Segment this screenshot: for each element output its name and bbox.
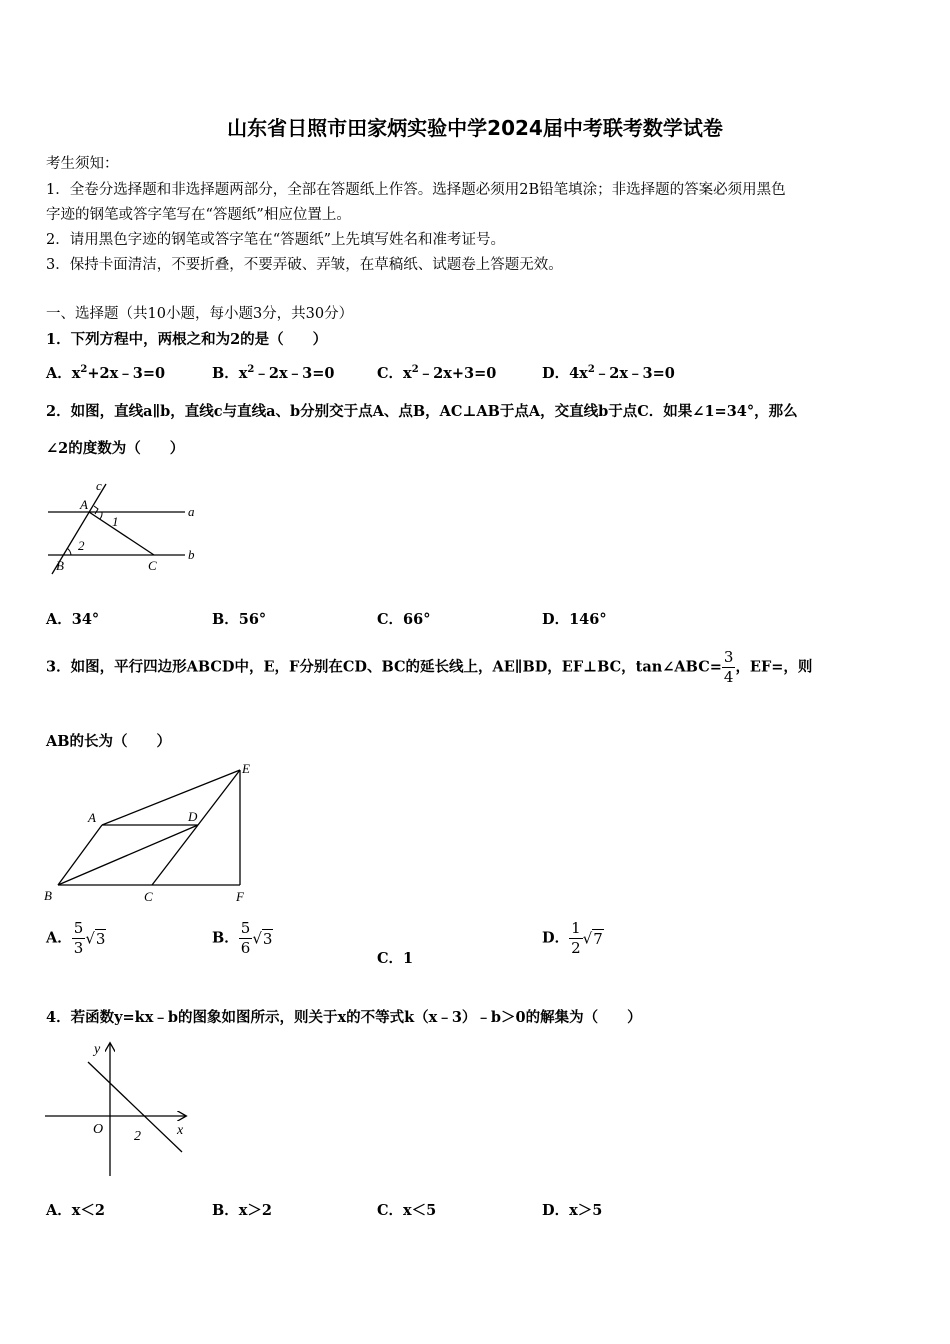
- numerator: 5: [240, 919, 251, 937]
- sqrt: [252, 929, 273, 948]
- q4-option-b: B．x＞2: [212, 1202, 272, 1219]
- option-label: C．: [377, 365, 404, 382]
- exam-title: 山东省日照市田家炳实验中学2024届中考联考数学试卷: [227, 116, 723, 140]
- q1-option-d: [542, 362, 675, 383]
- denominator: 2: [571, 939, 581, 957]
- label-C: C: [144, 889, 153, 904]
- angle-2-arc: [67, 548, 71, 555]
- sqrt-sign: √: [252, 929, 262, 948]
- exponent: 2: [80, 364, 88, 376]
- label-x: x: [177, 1123, 184, 1138]
- angle-1-arc: [100, 512, 102, 519]
- q1-option-c: [377, 362, 496, 383]
- option-expr-rest: ﹣2x+3=0: [418, 365, 497, 382]
- option-expr: 4x: [569, 365, 588, 382]
- numerator: 5: [73, 919, 84, 937]
- label-E: E: [242, 761, 250, 776]
- q3-stem-text: 3．如图，平行四边形ABCD中，E，F分别在CD、BC的延长线上，AE∥BD，EF⊥BC，tan∠ABC=: [46, 658, 722, 676]
- q3-figure: [40, 758, 265, 908]
- q1-stem: 1．下列方程中，两根之和为2的是（ ）: [46, 331, 328, 348]
- notice-line-1: 1．全卷分选择题和非选择题两部分，全部在答题纸上作答。选择题必须用2B铅笔填涂；非选择题的答案必须用黑色: [46, 182, 786, 198]
- radicand: 3: [95, 929, 106, 948]
- q2-option-a: A．34°: [46, 611, 100, 628]
- q1-option-a: [46, 362, 165, 383]
- q2-stem-line-1: 2．如图，直线a∥b，直线c与直线a、b分别交于点A、点B，AC⊥AB于点A，交直线b于点C．如果∠1=34°，那么: [46, 403, 798, 420]
- label-angle-1: 1: [112, 514, 119, 529]
- notice-line-2: 2．请用黑色字迹的钢笔或答字笔在“答题纸”上先填写姓名和准考证号。: [46, 232, 506, 248]
- denominator: 6: [240, 939, 251, 957]
- q2-option-d: D．146°: [542, 611, 607, 628]
- label-A: A: [88, 810, 96, 825]
- option-expr-rest: +2x﹣3=0: [87, 365, 166, 382]
- q3-option-b: [212, 921, 273, 956]
- segment-dc: [152, 825, 198, 885]
- label-A: A: [80, 497, 88, 512]
- option-expr: x: [238, 365, 248, 382]
- option-label: A．: [46, 365, 72, 382]
- segment-bd: [58, 825, 198, 885]
- fraction: [239, 921, 253, 956]
- option-label: D．: [542, 929, 570, 947]
- exponent: 2: [587, 364, 595, 376]
- label-F: F: [236, 889, 244, 904]
- label-B: B: [56, 558, 64, 573]
- q4-figure: [40, 1036, 200, 1181]
- sqrt-sign: √: [582, 929, 593, 948]
- denominator: 3: [73, 939, 84, 957]
- option-expr: x: [71, 365, 81, 382]
- option-label: B．: [212, 929, 239, 947]
- notice-heading: 考生须知：: [46, 156, 119, 172]
- fraction: [72, 921, 86, 956]
- fraction: [569, 921, 583, 956]
- label-a: a: [188, 504, 195, 519]
- q2-stem-line-2: ∠2的度数为（ ）: [46, 440, 185, 457]
- label-c: c: [96, 478, 102, 493]
- radicand: 3: [262, 929, 273, 948]
- q3-option-d: [542, 921, 604, 956]
- option-expr-rest: ﹣2x﹣3=0: [594, 365, 675, 382]
- notice-line-3: 3．保持卡面清洁，不要折叠，不要弄破、弄皱，在草稿纸、试题卷上答题无效。: [46, 257, 563, 273]
- sqrt-sign: √: [85, 929, 95, 948]
- label-y: y: [94, 1042, 101, 1057]
- q3-stem-line-2: AB的长为（ ）: [46, 733, 172, 750]
- option-label: B．: [212, 365, 239, 382]
- segment-ac: [89, 512, 154, 555]
- label-x-intercept: 2: [134, 1129, 141, 1144]
- right-angle-mark: [94, 506, 98, 514]
- q2-option-b: B．56°: [212, 611, 267, 628]
- exponent: 2: [247, 364, 255, 376]
- sqrt: [85, 929, 106, 948]
- q3-option-a: [46, 921, 106, 956]
- q4-option-d: D．x＞5: [542, 1202, 603, 1219]
- sqrt: [583, 929, 604, 948]
- label-D: D: [188, 809, 198, 824]
- denominator: 4: [723, 668, 734, 686]
- notice-line-1-cont: 字迹的钢笔或答字笔写在“答题纸”相应位置上。: [46, 207, 351, 223]
- q4-stem: 4．若函数y=kx﹣b的图象如图所示，则关于x的不等式k（x﹣3）﹣b＞0的解集为（ ）: [46, 1009, 642, 1026]
- option-label: D．: [542, 365, 570, 382]
- label-C: C: [148, 558, 157, 573]
- tan-fraction: [722, 650, 736, 685]
- q2-figure: [40, 476, 215, 581]
- q1-option-b: [212, 362, 334, 383]
- label-origin: O: [93, 1122, 104, 1137]
- exponent: 2: [411, 364, 419, 376]
- q4-option-c: C．x＜5: [377, 1202, 437, 1219]
- q2-option-c: C．66°: [377, 611, 431, 628]
- q4-option-a: A．x＜2: [46, 1202, 105, 1219]
- option-label: A．: [46, 929, 72, 947]
- q3-option-c: C．1: [377, 950, 414, 967]
- radicand: 7: [593, 929, 603, 948]
- label-angle-2: 2: [78, 538, 85, 553]
- q3-stem-text-end: ，EF=，则: [735, 658, 813, 676]
- q3-stem-line-1: [46, 650, 812, 685]
- label-b: b: [188, 547, 195, 562]
- numerator: 3: [723, 648, 734, 666]
- label-B: B: [44, 888, 52, 903]
- section-heading: 一、选择题（共10小题，每小题3分，共30分）: [46, 306, 354, 322]
- option-expr-rest: ﹣2x﹣3=0: [254, 365, 335, 382]
- option-expr: x: [403, 365, 412, 382]
- numerator: 1: [571, 919, 581, 937]
